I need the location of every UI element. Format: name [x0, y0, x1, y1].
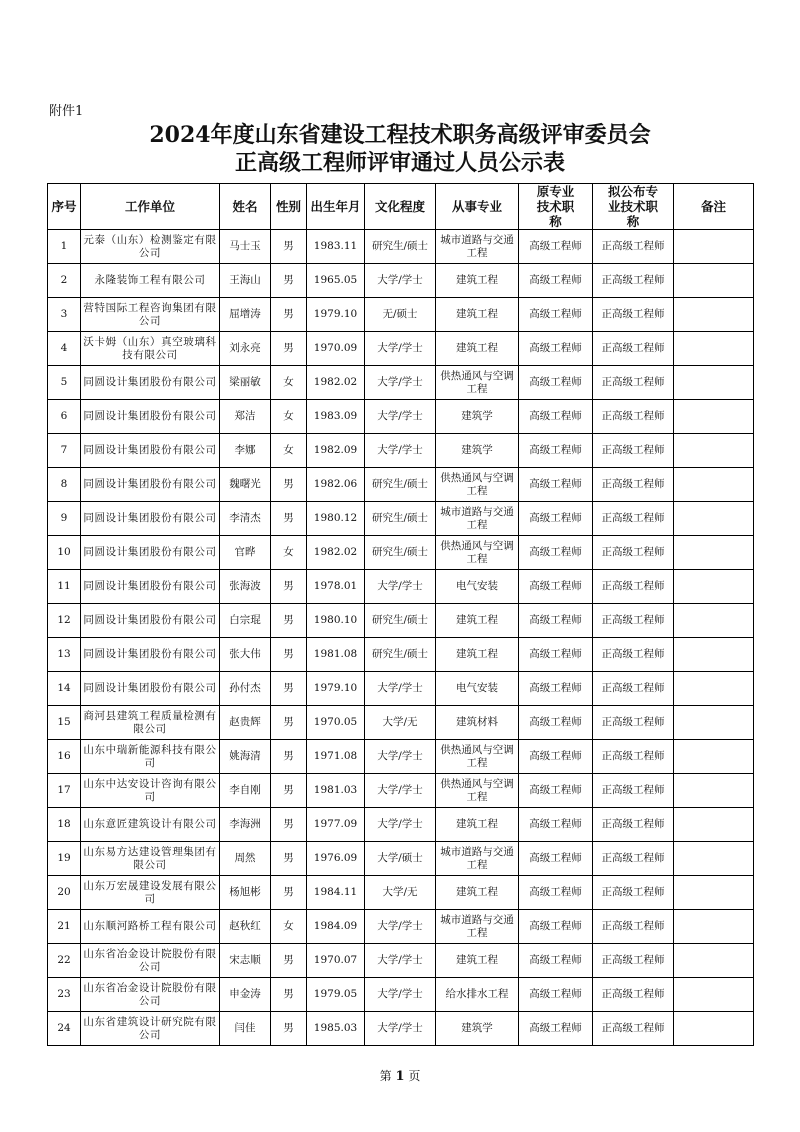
cell-gender: 男 — [271, 1012, 307, 1046]
cell-major: 建筑工程 — [436, 876, 519, 910]
cell-proposed-title: 正高级工程师 — [593, 944, 674, 978]
cell-original-title: 高级工程师 — [519, 944, 593, 978]
table-row — [48, 298, 754, 332]
cell-education: 大学/学士 — [365, 434, 436, 468]
cell-work-unit: 同圆设计集团股份有限公司 — [81, 570, 220, 604]
table-row — [48, 944, 754, 978]
table-row — [48, 332, 754, 366]
attachment-label: 附件1 — [49, 104, 84, 119]
cell-note — [674, 298, 754, 332]
cell-education: 大学/学士 — [365, 1012, 436, 1046]
cell-note — [674, 536, 754, 570]
cell-no: 5 — [48, 366, 81, 400]
cell-gender: 男 — [271, 740, 307, 774]
table-row — [48, 638, 754, 672]
cell-original-title: 高级工程师 — [519, 638, 593, 672]
cell-work-unit: 山东顺河路桥工程有限公司 — [81, 910, 220, 944]
table-row — [48, 740, 754, 774]
cell-note — [674, 400, 754, 434]
cell-education: 大学/无 — [365, 876, 436, 910]
cell-birth-date: 1971.08 — [307, 740, 365, 774]
cell-proposed-title: 正高级工程师 — [593, 876, 674, 910]
cell-original-title: 高级工程师 — [519, 1012, 593, 1046]
cell-major: 建筑学 — [436, 400, 519, 434]
cell-major: 建筑学 — [436, 434, 519, 468]
cell-birth-date: 1978.01 — [307, 570, 365, 604]
cell-gender: 男 — [271, 876, 307, 910]
cell-gender: 男 — [271, 774, 307, 808]
table-row — [48, 774, 754, 808]
cell-note — [674, 978, 754, 1012]
cell-major: 建筑工程 — [436, 604, 519, 638]
cell-gender: 男 — [271, 842, 307, 876]
table-row — [48, 706, 754, 740]
cell-work-unit: 山东省建筑设计研究院有限公司 — [81, 1012, 220, 1046]
cell-work-unit: 永隆装饰工程有限公司 — [81, 264, 220, 298]
cell-name: 马士玉 — [220, 230, 271, 264]
cell-birth-date: 1980.10 — [307, 604, 365, 638]
cell-no: 22 — [48, 944, 81, 978]
cell-gender: 男 — [271, 638, 307, 672]
header-proposed-title: 拟公布专业技术职称 — [593, 184, 674, 230]
roster-table — [47, 183, 754, 1046]
cell-name: 刘永亮 — [220, 332, 271, 366]
cell-original-title: 高级工程师 — [519, 876, 593, 910]
cell-birth-date: 1970.09 — [307, 332, 365, 366]
cell-birth-date: 1982.02 — [307, 366, 365, 400]
cell-name: 杨旭彬 — [220, 876, 271, 910]
table-row — [48, 876, 754, 910]
cell-gender: 男 — [271, 672, 307, 706]
cell-proposed-title: 正高级工程师 — [593, 468, 674, 502]
cell-name: 屈增涛 — [220, 298, 271, 332]
cell-education: 大学/学士 — [365, 808, 436, 842]
cell-name: 白宗琨 — [220, 604, 271, 638]
cell-education: 大学/学士 — [365, 910, 436, 944]
cell-original-title: 高级工程师 — [519, 978, 593, 1012]
cell-note — [674, 774, 754, 808]
table-row — [48, 978, 754, 1012]
cell-proposed-title: 正高级工程师 — [593, 434, 674, 468]
table-row — [48, 570, 754, 604]
cell-no: 14 — [48, 672, 81, 706]
cell-work-unit: 山东万宏晟建设发展有限公司 — [81, 876, 220, 910]
table-body — [48, 230, 754, 1046]
cell-original-title: 高级工程师 — [519, 842, 593, 876]
cell-education: 无/硕士 — [365, 298, 436, 332]
table-header — [48, 184, 754, 230]
cell-no: 23 — [48, 978, 81, 1012]
table-row — [48, 230, 754, 264]
cell-name: 郑洁 — [220, 400, 271, 434]
cell-proposed-title: 正高级工程师 — [593, 1012, 674, 1046]
cell-education: 大学/学士 — [365, 774, 436, 808]
header-name: 姓名 — [220, 184, 271, 230]
cell-note — [674, 502, 754, 536]
cell-original-title: 高级工程师 — [519, 468, 593, 502]
header-gender: 性别 — [271, 184, 307, 230]
cell-note — [674, 876, 754, 910]
cell-education: 研究生/硕士 — [365, 230, 436, 264]
cell-birth-date: 1983.09 — [307, 400, 365, 434]
cell-major: 建筑工程 — [436, 638, 519, 672]
cell-note — [674, 570, 754, 604]
cell-proposed-title: 正高级工程师 — [593, 672, 674, 706]
cell-major: 城市道路与交通工程 — [436, 910, 519, 944]
cell-name: 张海波 — [220, 570, 271, 604]
cell-note — [674, 638, 754, 672]
cell-major: 电气安装 — [436, 672, 519, 706]
cell-proposed-title: 正高级工程师 — [593, 366, 674, 400]
cell-proposed-title: 正高级工程师 — [593, 332, 674, 366]
cell-birth-date: 1982.02 — [307, 536, 365, 570]
table-row — [48, 1012, 754, 1046]
cell-gender: 男 — [271, 264, 307, 298]
cell-work-unit: 沃卡姆（山东）真空玻璃科技有限公司 — [81, 332, 220, 366]
cell-education: 大学/学士 — [365, 332, 436, 366]
cell-proposed-title: 正高级工程师 — [593, 400, 674, 434]
cell-note — [674, 230, 754, 264]
cell-original-title: 高级工程师 — [519, 536, 593, 570]
cell-no: 24 — [48, 1012, 81, 1046]
cell-original-title: 高级工程师 — [519, 230, 593, 264]
header-note: 备注 — [674, 184, 754, 230]
cell-no: 20 — [48, 876, 81, 910]
cell-proposed-title: 正高级工程师 — [593, 536, 674, 570]
cell-birth-date: 1979.10 — [307, 672, 365, 706]
cell-education: 大学/无 — [365, 706, 436, 740]
cell-original-title: 高级工程师 — [519, 366, 593, 400]
cell-major: 供热通风与空调工程 — [436, 468, 519, 502]
cell-note — [674, 808, 754, 842]
header-birth: 出生年月 — [307, 184, 365, 230]
cell-original-title: 高级工程师 — [519, 264, 593, 298]
cell-name: 李海洲 — [220, 808, 271, 842]
cell-major: 电气安装 — [436, 570, 519, 604]
cell-work-unit: 山东省冶金设计院股份有限公司 — [81, 944, 220, 978]
header-major: 从事专业 — [436, 184, 519, 230]
cell-original-title: 高级工程师 — [519, 774, 593, 808]
cell-major: 建筑工程 — [436, 808, 519, 842]
cell-name: 王海山 — [220, 264, 271, 298]
table-row — [48, 842, 754, 876]
cell-note — [674, 366, 754, 400]
cell-no: 8 — [48, 468, 81, 502]
cell-no: 13 — [48, 638, 81, 672]
cell-education: 大学/学士 — [365, 740, 436, 774]
cell-gender: 男 — [271, 706, 307, 740]
cell-major: 建筑工程 — [436, 298, 519, 332]
document-title-line1: 2024年度山东省建设工程技术职务高级评审委员会 — [149, 122, 651, 148]
cell-work-unit: 商河县建筑工程质量检测有限公司 — [81, 706, 220, 740]
cell-work-unit: 同圆设计集团股份有限公司 — [81, 536, 220, 570]
cell-proposed-title: 正高级工程师 — [593, 910, 674, 944]
cell-major: 城市道路与交通工程 — [436, 502, 519, 536]
cell-birth-date: 1976.09 — [307, 842, 365, 876]
cell-birth-date: 1983.11 — [307, 230, 365, 264]
cell-proposed-title: 正高级工程师 — [593, 570, 674, 604]
cell-proposed-title: 正高级工程师 — [593, 502, 674, 536]
cell-name: 宋志顺 — [220, 944, 271, 978]
cell-major: 建筑工程 — [436, 264, 519, 298]
cell-gender: 男 — [271, 808, 307, 842]
cell-gender: 男 — [271, 468, 307, 502]
cell-note — [674, 468, 754, 502]
cell-work-unit: 同圆设计集团股份有限公司 — [81, 468, 220, 502]
cell-original-title: 高级工程师 — [519, 570, 593, 604]
cell-proposed-title: 正高级工程师 — [593, 604, 674, 638]
cell-original-title: 高级工程师 — [519, 808, 593, 842]
cell-name: 梁丽敏 — [220, 366, 271, 400]
cell-name: 张大伟 — [220, 638, 271, 672]
cell-name: 周然 — [220, 842, 271, 876]
cell-name: 闫佳 — [220, 1012, 271, 1046]
cell-no: 12 — [48, 604, 81, 638]
cell-original-title: 高级工程师 — [519, 434, 593, 468]
footer-suffix: 页 — [408, 1069, 421, 1083]
cell-birth-date: 1970.05 — [307, 706, 365, 740]
cell-major: 供热通风与空调工程 — [436, 740, 519, 774]
cell-note — [674, 842, 754, 876]
cell-education: 研究生/硕士 — [365, 604, 436, 638]
cell-work-unit: 同圆设计集团股份有限公司 — [81, 434, 220, 468]
cell-original-title: 高级工程师 — [519, 298, 593, 332]
cell-proposed-title: 正高级工程师 — [593, 298, 674, 332]
page-footer — [0, 1067, 800, 1084]
cell-note — [674, 434, 754, 468]
cell-gender: 男 — [271, 298, 307, 332]
table-row — [48, 264, 754, 298]
cell-no: 7 — [48, 434, 81, 468]
cell-gender: 男 — [271, 604, 307, 638]
cell-education: 大学/学士 — [365, 944, 436, 978]
cell-proposed-title: 正高级工程师 — [593, 842, 674, 876]
table-row — [48, 502, 754, 536]
cell-note — [674, 706, 754, 740]
cell-work-unit: 同圆设计集团股份有限公司 — [81, 366, 220, 400]
cell-no: 21 — [48, 910, 81, 944]
cell-birth-date: 1981.03 — [307, 774, 365, 808]
header-original-title: 原专业技术职称 — [519, 184, 593, 230]
cell-work-unit: 山东意匠建筑设计有限公司 — [81, 808, 220, 842]
table-row — [48, 468, 754, 502]
cell-original-title: 高级工程师 — [519, 604, 593, 638]
cell-proposed-title: 正高级工程师 — [593, 230, 674, 264]
cell-no: 18 — [48, 808, 81, 842]
cell-proposed-title: 正高级工程师 — [593, 264, 674, 298]
cell-note — [674, 672, 754, 706]
cell-name: 魏曙光 — [220, 468, 271, 502]
footer-prefix: 第 — [379, 1069, 392, 1083]
cell-education: 大学/学士 — [365, 264, 436, 298]
cell-name: 赵秋红 — [220, 910, 271, 944]
cell-education: 大学/学士 — [365, 366, 436, 400]
cell-major: 建筑工程 — [436, 332, 519, 366]
cell-education: 大学/学士 — [365, 570, 436, 604]
cell-birth-date: 1982.09 — [307, 434, 365, 468]
cell-original-title: 高级工程师 — [519, 910, 593, 944]
cell-major: 建筑工程 — [436, 944, 519, 978]
cell-original-title: 高级工程师 — [519, 332, 593, 366]
table-row — [48, 910, 754, 944]
cell-birth-date: 1984.09 — [307, 910, 365, 944]
cell-education: 大学/学士 — [365, 978, 436, 1012]
cell-original-title: 高级工程师 — [519, 400, 593, 434]
cell-gender: 女 — [271, 400, 307, 434]
cell-no: 15 — [48, 706, 81, 740]
cell-original-title: 高级工程师 — [519, 740, 593, 774]
cell-gender: 男 — [271, 332, 307, 366]
cell-original-title: 高级工程师 — [519, 706, 593, 740]
cell-name: 申金涛 — [220, 978, 271, 1012]
cell-birth-date: 1979.05 — [307, 978, 365, 1012]
cell-proposed-title: 正高级工程师 — [593, 740, 674, 774]
cell-name: 孙付杰 — [220, 672, 271, 706]
cell-major: 供热通风与空调工程 — [436, 774, 519, 808]
cell-proposed-title: 正高级工程师 — [593, 638, 674, 672]
cell-no: 11 — [48, 570, 81, 604]
cell-note — [674, 332, 754, 366]
cell-gender: 女 — [271, 536, 307, 570]
table-row — [48, 536, 754, 570]
cell-gender: 女 — [271, 366, 307, 400]
table-row — [48, 366, 754, 400]
cell-major: 建筑学 — [436, 1012, 519, 1046]
cell-no: 1 — [48, 230, 81, 264]
cell-gender: 男 — [271, 944, 307, 978]
cell-birth-date: 1977.09 — [307, 808, 365, 842]
cell-major: 建筑材料 — [436, 706, 519, 740]
page-number: 1 — [395, 1069, 405, 1084]
header-row — [48, 184, 754, 230]
cell-proposed-title: 正高级工程师 — [593, 978, 674, 1012]
cell-birth-date: 1985.03 — [307, 1012, 365, 1046]
cell-work-unit: 元泰（山东）检测鉴定有限公司 — [81, 230, 220, 264]
cell-no: 10 — [48, 536, 81, 570]
cell-no: 6 — [48, 400, 81, 434]
cell-work-unit: 山东省冶金设计院股份有限公司 — [81, 978, 220, 1012]
cell-work-unit: 同圆设计集团股份有限公司 — [81, 638, 220, 672]
cell-no: 3 — [48, 298, 81, 332]
cell-birth-date: 1984.11 — [307, 876, 365, 910]
cell-name: 姚海清 — [220, 740, 271, 774]
cell-work-unit: 同圆设计集团股份有限公司 — [81, 604, 220, 638]
cell-birth-date: 1970.07 — [307, 944, 365, 978]
header-education: 文化程度 — [365, 184, 436, 230]
cell-proposed-title: 正高级工程师 — [593, 808, 674, 842]
cell-note — [674, 1012, 754, 1046]
cell-work-unit: 同圆设计集团股份有限公司 — [81, 502, 220, 536]
cell-name: 李清杰 — [220, 502, 271, 536]
cell-major: 城市道路与交通工程 — [436, 230, 519, 264]
cell-work-unit: 同圆设计集团股份有限公司 — [81, 400, 220, 434]
cell-original-title: 高级工程师 — [519, 672, 593, 706]
cell-major: 供热通风与空调工程 — [436, 536, 519, 570]
cell-education: 研究生/硕士 — [365, 536, 436, 570]
cell-original-title: 高级工程师 — [519, 502, 593, 536]
cell-note — [674, 604, 754, 638]
cell-birth-date: 1981.08 — [307, 638, 365, 672]
cell-birth-date: 1965.05 — [307, 264, 365, 298]
cell-gender: 男 — [271, 502, 307, 536]
cell-major: 给水排水工程 — [436, 978, 519, 1012]
cell-birth-date: 1979.10 — [307, 298, 365, 332]
cell-no: 17 — [48, 774, 81, 808]
table-row — [48, 434, 754, 468]
header-no: 序号 — [48, 184, 81, 230]
cell-education: 大学/学士 — [365, 672, 436, 706]
cell-education: 研究生/硕士 — [365, 638, 436, 672]
cell-proposed-title: 正高级工程师 — [593, 774, 674, 808]
table-row — [48, 808, 754, 842]
cell-gender: 女 — [271, 434, 307, 468]
cell-no: 16 — [48, 740, 81, 774]
cell-work-unit: 山东中达安设计咨询有限公司 — [81, 774, 220, 808]
document-title-line2: 正高级工程师评审通过人员公示表 — [234, 150, 565, 176]
cell-work-unit: 山东中瑞新能源科技有限公司 — [81, 740, 220, 774]
cell-note — [674, 910, 754, 944]
cell-education: 研究生/硕士 — [365, 502, 436, 536]
cell-note — [674, 264, 754, 298]
cell-gender: 男 — [271, 978, 307, 1012]
cell-name: 官晔 — [220, 536, 271, 570]
cell-note — [674, 740, 754, 774]
cell-name: 赵贵辉 — [220, 706, 271, 740]
cell-birth-date: 1980.12 — [307, 502, 365, 536]
cell-note — [674, 944, 754, 978]
cell-education: 大学/学士 — [365, 400, 436, 434]
cell-gender: 女 — [271, 910, 307, 944]
cell-gender: 男 — [271, 230, 307, 264]
cell-major: 城市道路与交通工程 — [436, 842, 519, 876]
cell-proposed-title: 正高级工程师 — [593, 706, 674, 740]
cell-major: 供热通风与空调工程 — [436, 366, 519, 400]
table-row — [48, 400, 754, 434]
header-unit: 工作单位 — [81, 184, 220, 230]
cell-no: 4 — [48, 332, 81, 366]
cell-gender: 男 — [271, 570, 307, 604]
cell-education: 研究生/硕士 — [365, 468, 436, 502]
cell-work-unit: 同圆设计集团股份有限公司 — [81, 672, 220, 706]
table-row — [48, 604, 754, 638]
cell-no: 19 — [48, 842, 81, 876]
cell-no: 2 — [48, 264, 81, 298]
cell-name: 李自刚 — [220, 774, 271, 808]
cell-work-unit: 营特国际工程咨询集团有限公司 — [81, 298, 220, 332]
cell-name: 李娜 — [220, 434, 271, 468]
table-row — [48, 672, 754, 706]
cell-work-unit: 山东易方达建设管理集团有限公司 — [81, 842, 220, 876]
cell-no: 9 — [48, 502, 81, 536]
cell-birth-date: 1982.06 — [307, 468, 365, 502]
cell-education: 大学/硕士 — [365, 842, 436, 876]
